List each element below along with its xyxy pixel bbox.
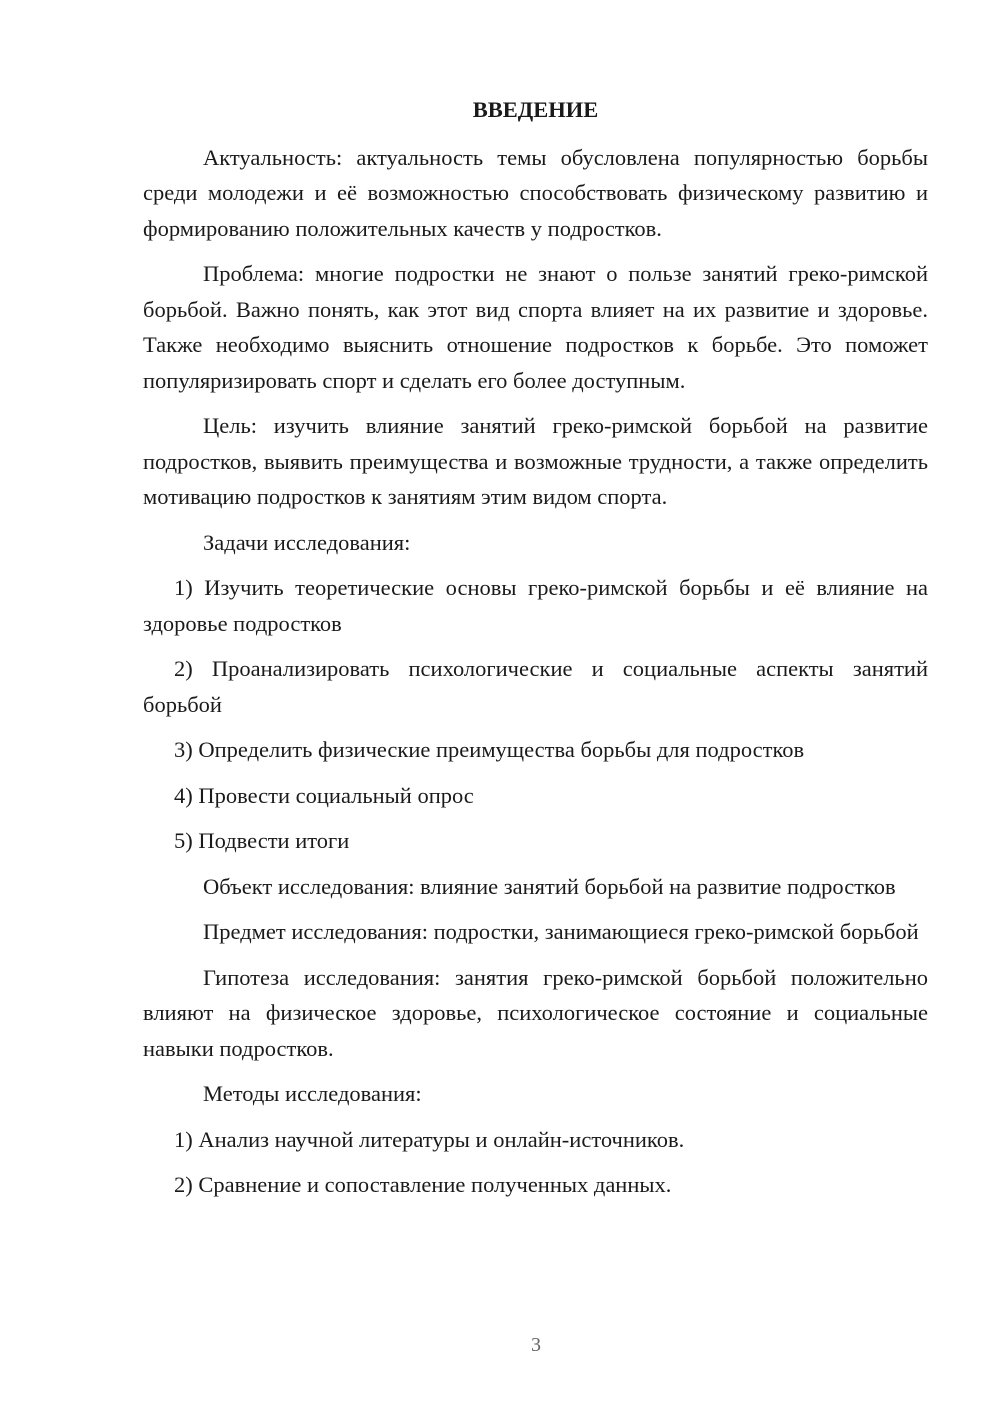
hypothesis-paragraph: Гипотеза исследования: занятия греко-римской борьбой положительно влияют на физическое здоровье, психологическое состояние и социальные навыки подростков. — [143, 964, 928, 1061]
page-number: 3 — [531, 1334, 541, 1356]
page-title: ВВЕДЕНИЕ — [472, 97, 599, 122]
problem-paragraph: Проблема: многие подростки не знают о пользе занятий греко-римской борьбой. Важно понять, как этот вид спорта влияет на их развитие и здоровье. Также необходимо выяснить отношение подростков к борьбе. Это поможет популяризировать спорт и сделать его более доступным. — [143, 261, 928, 393]
method-item: 1) Анализ научной литературы и онлайн-источников. — [174, 1126, 685, 1152]
tasks-heading: Задачи исследования: — [203, 529, 411, 555]
subject-paragraph: Предмет исследования: подростки, занимающиеся греко-римской борьбой — [203, 919, 919, 944]
goal-paragraph: Цель: изучить влияние занятий греко-римской борьбой на развитие подростков, выявить преимущества и возможные трудности, а также определить мотивацию подростков к занятиям этим видом спорта. — [143, 413, 928, 509]
document-page — [143, 92, 928, 1213]
task-item: 3) Определить физические преимущества борьбы для подростков — [174, 737, 805, 762]
task-item: 1) Изучить теоретические основы греко-римской борьбы и её влияние на здоровье подростков — [143, 575, 928, 636]
relevance-paragraph: Актуальность: актуальность темы обусловлена популярностью борьбы среди молодежи и её возможностью способствовать физическому развитию и формированию положительных качеств у подростков. — [143, 144, 928, 241]
task-item: 2) Проанализировать психологические и социальные аспекты занятий борьбой — [143, 656, 928, 717]
method-item: 2) Сравнение и сопоставление полученных данных. — [174, 1172, 672, 1197]
task-item: 5) Подвести итоги — [174, 828, 350, 853]
methods-heading: Методы исследования: — [203, 1081, 422, 1106]
task-item: 4) Провести социальный опрос — [174, 782, 474, 808]
object-paragraph: Объект исследования: влияние занятий борьбой на развитие подростков — [203, 873, 896, 899]
